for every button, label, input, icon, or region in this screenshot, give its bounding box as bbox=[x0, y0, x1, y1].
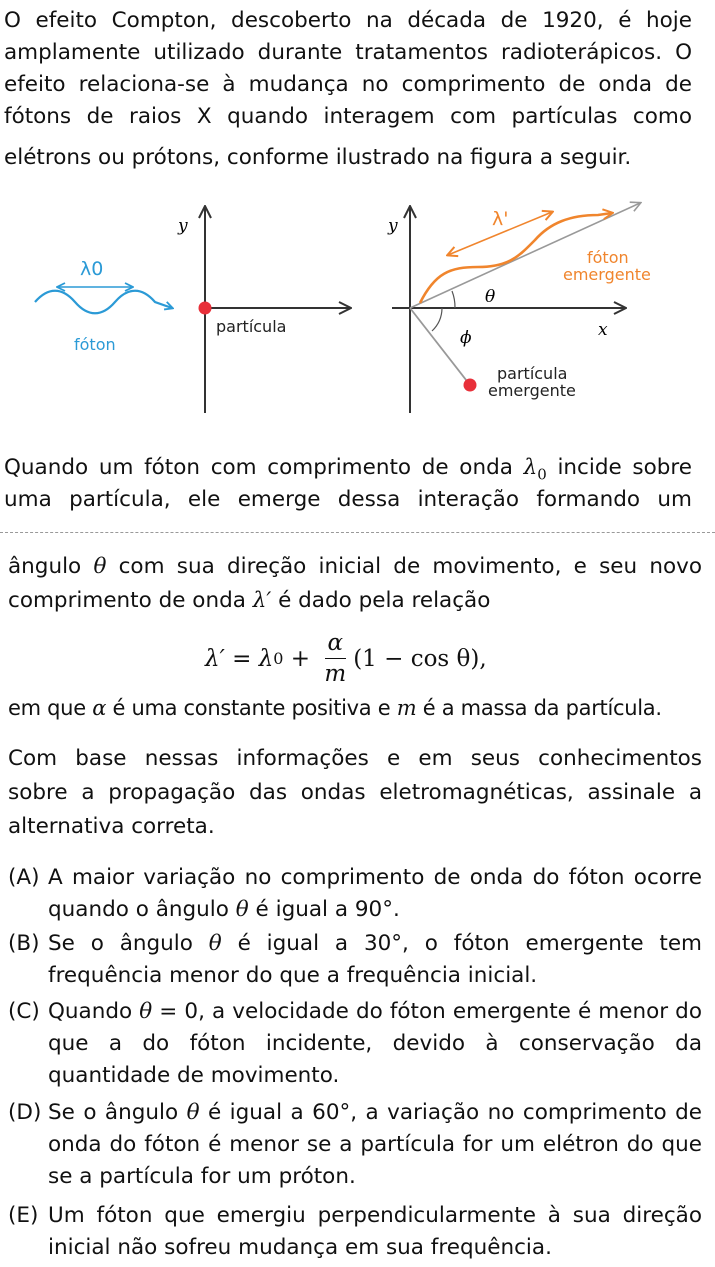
para4-text-c: é a massa da partícula. bbox=[416, 696, 662, 720]
option-c-letter: (C) bbox=[8, 999, 40, 1024]
intro-line-3: efeito relaciona-se à mudança no comprimento de onda de bbox=[4, 72, 692, 97]
emergent-particle-dot bbox=[464, 379, 477, 392]
para5-line-1: Com base nessas informações e em seus conhecimentos bbox=[8, 746, 702, 771]
theta-symbol: θ bbox=[208, 931, 222, 956]
para4 bbox=[8, 693, 708, 725]
option-e-text: Um fóton que emergiu perpendicularmente à sua direção inicial não sofreu mudança em sua frequência. bbox=[48, 1203, 702, 1260]
lambda0-label: λ0 bbox=[80, 258, 104, 280]
compton-equation bbox=[205, 628, 487, 689]
theta-arc bbox=[452, 291, 455, 308]
intro-line-4: fótons de raios X quando interagem com partículas como bbox=[4, 104, 692, 129]
theta-symbol: θ bbox=[186, 1100, 200, 1125]
left-diagram bbox=[35, 207, 350, 413]
m-symbol: m bbox=[396, 696, 417, 720]
equation-subscript: 0 bbox=[273, 649, 284, 668]
intro-line-2: amplamente utilizado durante tratamentos radioterápicos. O bbox=[4, 40, 692, 65]
intro-line-1: O efeito Compton, descoberto na década de 1920, é hoje bbox=[4, 8, 692, 33]
incident-photon-wave bbox=[35, 291, 172, 314]
equation-numerator: α bbox=[325, 628, 347, 659]
phi-label: ϕ bbox=[460, 328, 472, 348]
lambda0-subscript: 0 bbox=[537, 465, 547, 484]
option-a[interactable] bbox=[8, 862, 702, 926]
compton-figure bbox=[0, 195, 715, 425]
para4-text-a: em que bbox=[8, 696, 93, 720]
page-break-divider bbox=[0, 532, 715, 533]
particle-dot bbox=[199, 302, 212, 315]
right-y-label: y bbox=[388, 216, 398, 236]
lambda0-symbol: λ bbox=[523, 455, 538, 480]
para3-text-a: ângulo bbox=[8, 554, 94, 579]
right-diagram bbox=[387, 203, 651, 413]
emergent-photon-label-2: emergente bbox=[563, 265, 651, 284]
para3-text-c: comprimento de onda bbox=[8, 588, 253, 613]
theta-symbol: θ bbox=[235, 897, 249, 922]
option-c-text: Quando θ = 0, a velocidade do fóton emergente é menor do que a do fóton incidente, devido à conservação da quantidade de movimento. bbox=[48, 999, 702, 1088]
para3-text-b: com sua direção inicial de movimento, e seu novo bbox=[106, 554, 703, 579]
theta-label: θ bbox=[485, 287, 496, 307]
right-x-label: x bbox=[598, 320, 608, 340]
option-d[interactable] bbox=[8, 1097, 702, 1193]
para3-line-2 bbox=[8, 585, 702, 617]
para3-text-d: é dado pela relação bbox=[271, 588, 491, 613]
para3-line-1 bbox=[8, 551, 702, 583]
equation-fraction bbox=[321, 628, 349, 689]
option-e[interactable] bbox=[8, 1200, 702, 1264]
para4-text-b: é uma constante positiva e bbox=[106, 696, 397, 720]
option-b[interactable] bbox=[8, 928, 702, 992]
lambda-prime-symbol: λ′ bbox=[252, 588, 272, 613]
equation-lhs: λ′ = λ bbox=[205, 645, 274, 672]
para2-text-a: Quando um fóton com comprimento de onda bbox=[4, 455, 524, 480]
equation-rhs: (1 − cos θ), bbox=[353, 645, 487, 672]
photon-label: fóton bbox=[74, 335, 116, 354]
para5-line-2: sobre a propagação das ondas eletromagnéticas, assinale a bbox=[8, 780, 702, 805]
option-d-letter: (D) bbox=[8, 1100, 42, 1125]
phi-arc bbox=[432, 308, 442, 331]
option-b-letter: (B) bbox=[8, 931, 40, 956]
emergent-particle-label-1: partícula bbox=[497, 364, 568, 383]
option-c[interactable] bbox=[8, 996, 702, 1092]
intro-line-5: elétrons ou prótons, conforme ilustrado na figura a seguir. bbox=[4, 145, 632, 170]
para5-line-3: alternativa correta. bbox=[8, 814, 215, 839]
emergent-photon-label-1: fóton bbox=[587, 248, 629, 267]
theta-symbol: θ bbox=[139, 999, 153, 1024]
option-a-text: A maior variação no comprimento de onda do fóton ocorre quando o ângulo θ é igual a 90°. bbox=[48, 865, 702, 922]
particle-label: partícula bbox=[216, 317, 287, 336]
option-d-text: Se o ângulo θ é igual a 60°, a variação no comprimento de onda do fóton é menor se a partícula for um elétron do que se a partícula for um próton. bbox=[48, 1100, 702, 1189]
para2-text-b: incide sobre bbox=[546, 455, 692, 480]
theta-symbol: θ bbox=[93, 554, 107, 579]
alpha-symbol: α bbox=[92, 696, 107, 720]
lambda-prime-label: λ' bbox=[492, 208, 509, 230]
equation-denominator: m bbox=[324, 661, 347, 687]
option-a-letter: (A) bbox=[8, 865, 40, 890]
para2-line-2: uma partícula, ele emerge dessa interação formando um bbox=[4, 487, 692, 512]
emergent-particle-label-2: emergente bbox=[488, 381, 576, 400]
option-b-text: Se o ângulo θ é igual a 30°, o fóton emergente tem frequência menor do que a frequência inicial. bbox=[48, 931, 702, 988]
option-e-letter: (E) bbox=[8, 1203, 39, 1228]
left-y-label: y bbox=[178, 216, 188, 236]
equation-plus: + bbox=[283, 645, 318, 672]
